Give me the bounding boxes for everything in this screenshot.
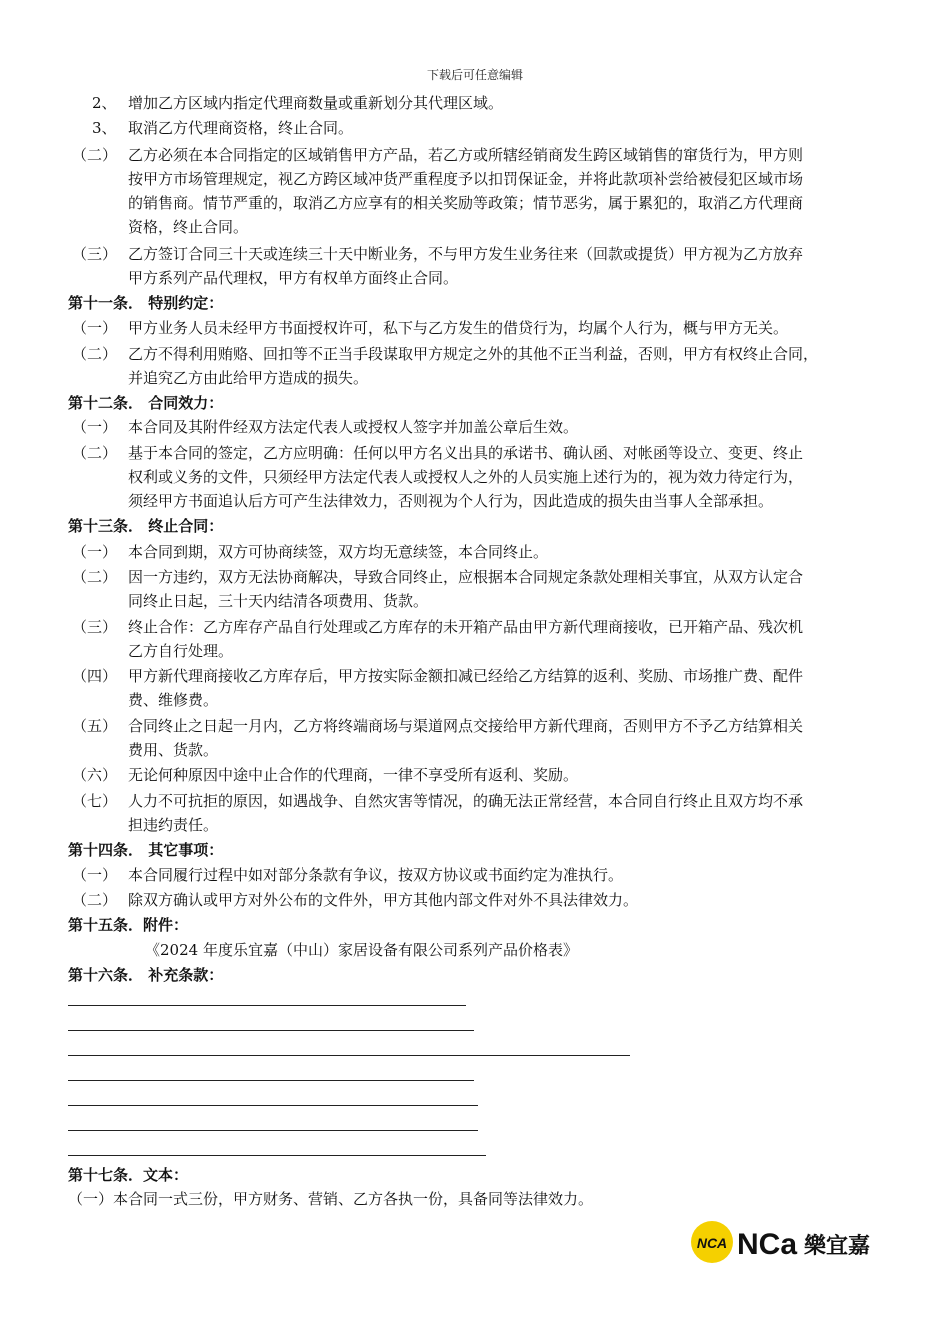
blank-line[interactable] <box>68 1055 630 1056</box>
blank-line[interactable] <box>68 1030 474 1031</box>
clause-number: （六） <box>72 766 118 784</box>
clause-number: （二） <box>72 345 118 363</box>
logo-chinese-text: 樂宜嘉 <box>804 1234 871 1259</box>
clause-number: （一） <box>72 543 118 561</box>
nca-logo <box>690 1220 890 1264</box>
item-text: 取消乙方代理商资格，终止合同。 <box>128 119 354 137</box>
clause-line: 担违约责任。 <box>128 816 219 834</box>
clause-number: （七） <box>72 792 118 810</box>
clause-line: 基于本合同的签定，乙方应明确：任何以甲方名义出具的承诺书、确认函、对帐函等设立、变更、终止 <box>128 444 804 462</box>
clause-number: （四） <box>72 667 118 685</box>
clause-line: （一）本合同一式三份，甲方财务、营销、乙方各执一份，具备同等法律效力。 <box>68 1190 594 1208</box>
blank-line[interactable] <box>68 1005 466 1006</box>
blank-line[interactable] <box>68 1130 478 1131</box>
clause-line: 乙方不得利用贿赂、回扣等不正当手段谋取甲方规定之外的其他不正当利益，否则，甲方有权终止合同， <box>128 345 819 363</box>
clause-line: 乙方必须在本合同指定的区域销售甲方产品，若乙方或所辖经销商发生跨区域销售的窜货行为，甲方则 <box>128 146 804 164</box>
logo-badge-text: NCA <box>696 1235 728 1251</box>
article-15-heading: 第十五条．附件： <box>68 916 189 934</box>
clause-line: 资格，终止合同。 <box>128 218 249 236</box>
clause-line: 乙方自行处理。 <box>128 642 234 660</box>
attachment-title: 《2024 年度乐宜嘉（中山）家居设备有限公司系列产品价格表》 <box>145 941 578 959</box>
article-12-heading: 第十二条． 合同效力： <box>68 394 224 412</box>
clause-line: 无论何种原因中途中止合作的代理商，一律不享受所有返利、奖励。 <box>128 766 579 784</box>
clause-line: 同终止日起，三十天内结清各项费用、货款。 <box>128 592 429 610</box>
clause-line: 人力不可抗拒的原因，如遇战争、自然灾害等情况，的确无法正常经营，本合同自行终止且双方均不承 <box>128 792 804 810</box>
clause-line: 须经甲方书面追认后方可产生法律效力，否则视为个人行为，因此造成的损失由当事人全部承担。 <box>128 492 774 510</box>
clause-line: 甲方新代理商接收乙方库存后，甲方按实际金额扣减已经给乙方结算的返利、奖励、市场推广费、配件 <box>128 667 804 685</box>
blank-line[interactable] <box>68 1080 474 1081</box>
clause-line: 本合同及其附件经双方法定代表人或授权人签字并加盖公章后生效。 <box>128 418 579 436</box>
clause-line: 费用、货款。 <box>128 741 219 759</box>
blank-line[interactable] <box>68 1105 478 1106</box>
page-header: 下载后可任意编辑 <box>426 68 523 82</box>
clause-line: 本合同到期，双方可协商续签，双方均无意续签，本合同终止。 <box>128 543 549 561</box>
logo-brand-text: NCa <box>737 1228 798 1261</box>
clause-line: 甲方系列产品代理权，甲方有权单方面终止合同。 <box>128 269 459 287</box>
clause-line: 除双方确认或甲方对外公布的文件外，甲方其他内部文件对外不具法律效力。 <box>128 891 639 909</box>
blank-line[interactable] <box>68 1155 486 1156</box>
clause-number: （二） <box>72 146 118 164</box>
clause-number: （一） <box>72 319 118 337</box>
clause-line: 权利或义务的文件，只须经甲方法定代表人或授权人之外的人员实施上述行为的，视为效力待定行为， <box>128 468 804 486</box>
clause-number: （一） <box>72 866 118 884</box>
clause-line: 的销售商。情节严重的，取消乙方应享有的相关奖励等政策；情节恶劣，属于累犯的，取消乙方代理商 <box>128 194 804 212</box>
clause-line: 费、维修费。 <box>128 691 219 709</box>
article-14-heading: 第十四条． 其它事项： <box>68 841 224 859</box>
article-13-heading: 第十三条． 终止合同： <box>68 517 224 535</box>
article-16-heading: 第十六条． 补充条款： <box>68 966 224 984</box>
item-number: 3、 <box>92 119 117 137</box>
clause-line: 并追究乙方由此给甲方造成的损失。 <box>128 369 369 387</box>
clause-line: 本合同履行过程中如对部分条款有争议，按双方协议或书面约定为准执行。 <box>128 866 624 884</box>
clause-number: （二） <box>72 444 118 462</box>
clause-line: 乙方签订合同三十天或连续三十天中断业务，不与甲方发生业务往来（回款或提货）甲方视为乙方放弃 <box>128 245 804 263</box>
clause-number: （三） <box>72 618 118 636</box>
article-17-heading: 第十七条．文本： <box>68 1166 189 1184</box>
item-text: 增加乙方区域内指定代理商数量或重新划分其代理区域。 <box>128 94 504 112</box>
clause-number: （二） <box>72 891 118 909</box>
clause-line: 因一方违约，双方无法协商解决，导致合同终止，应根据本合同规定条款处理相关事宜，从双方认定合 <box>128 568 804 586</box>
clause-number: （一） <box>72 418 118 436</box>
clause-line: 按甲方市场管理规定，视乙方跨区域冲货严重程度予以扣罚保证金，并将此款项补尝给被侵犯区域市场 <box>128 170 804 188</box>
article-11-heading: 第十一条． 特别约定： <box>68 294 224 312</box>
item-number: 2、 <box>92 94 117 112</box>
clause-line: 甲方业务人员未经甲方书面授权许可，私下与乙方发生的借贷行为，均属个人行为，概与甲方无关。 <box>128 319 789 337</box>
clause-line: 终止合作：乙方库存产品自行处理或乙方库存的未开箱产品由甲方新代理商接收，已开箱产品、残次机 <box>128 618 804 636</box>
clause-number: （二） <box>72 568 118 586</box>
clause-number: （三） <box>72 245 118 263</box>
clause-line: 合同终止之日起一月内，乙方将终端商场与渠道网点交接给甲方新代理商，否则甲方不予乙方结算相关 <box>128 717 804 735</box>
clause-number: （五） <box>72 717 118 735</box>
